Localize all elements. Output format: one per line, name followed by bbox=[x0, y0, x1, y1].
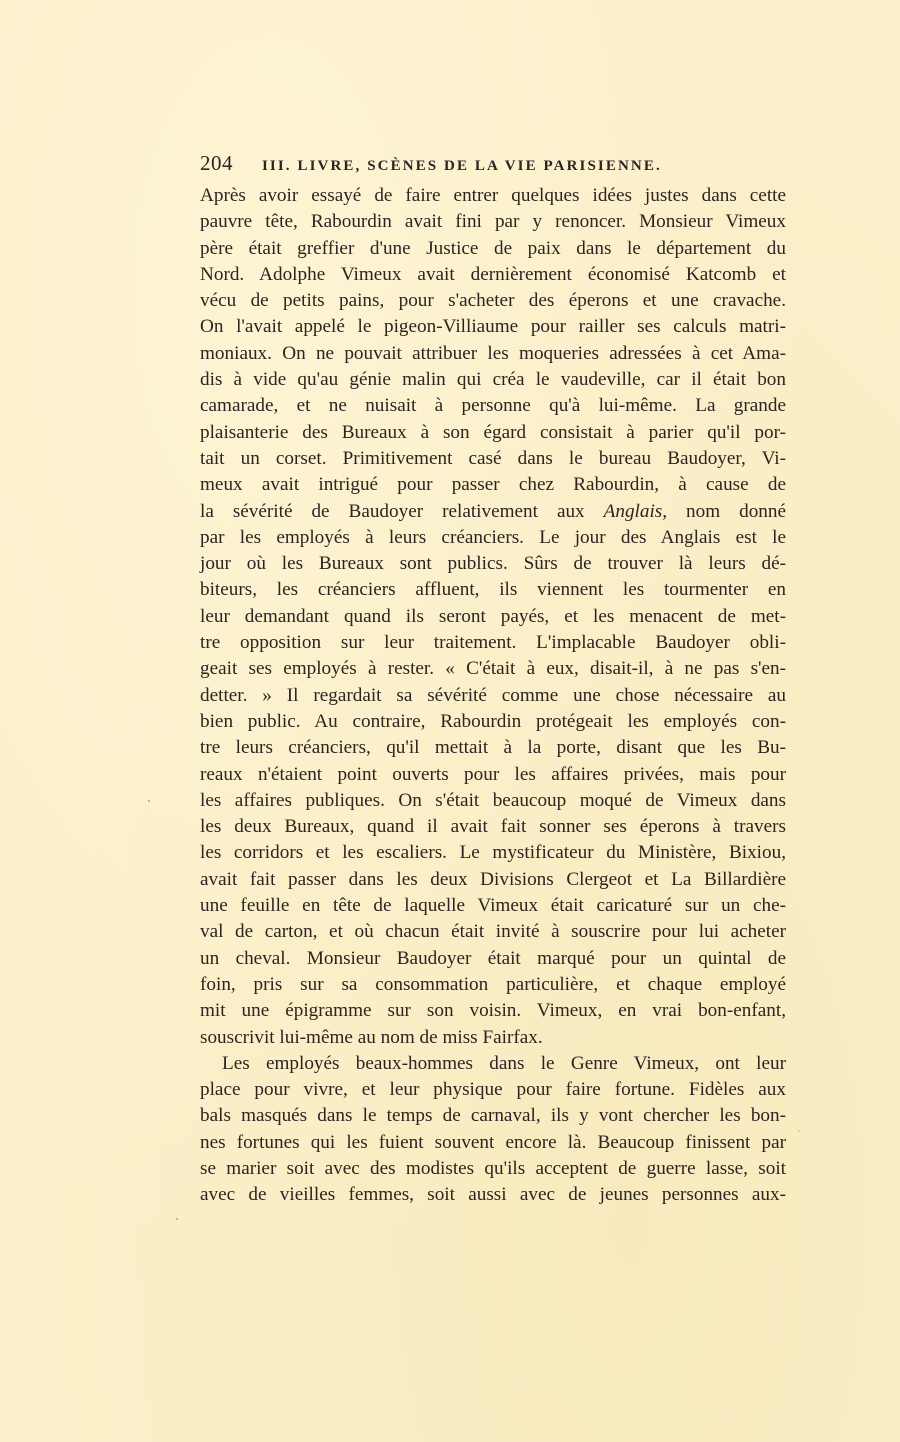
text-line: mit une épigramme sur son voisin. Vimeux, en vrai bon-enfant, bbox=[200, 1000, 786, 1022]
text-line: biteurs, les créanciers affluent, ils viennent les tourmenter en bbox=[200, 579, 786, 601]
text-line: detter. » Il regardait sa sévérité comme une chose nécessaire au bbox=[200, 684, 786, 706]
text-line: tre leurs créanciers, qu'il mettait à la porte, disant que les Bu- bbox=[200, 737, 786, 759]
text-segment: la sévérité de Baudoyer relativement aux bbox=[200, 500, 585, 522]
italic-word: Anglais, bbox=[603, 500, 668, 522]
text-line: avec de vieilles femmes, soit aussi avec de jeunes personnes aux- bbox=[200, 1184, 786, 1206]
text-line: Après avoir essayé de faire entrer quelques idées justes dans cette bbox=[200, 185, 786, 206]
text-line: Les employés beaux-hommes dans le Genre Vimeux, ont leur bbox=[222, 1052, 786, 1074]
text-line: reaux n'étaient point ouverts pour les affaires privées, mais pour bbox=[200, 763, 786, 785]
body-text bbox=[200, 183, 786, 1209]
text-segment: nom donné bbox=[686, 500, 787, 522]
running-title: III. LIVRE, SCÈNES DE LA VIE PARISIENNE. bbox=[262, 158, 662, 174]
text-line: On l'avait appelé le pigeon-Villiaume pour railler ses calculs matri- bbox=[200, 316, 786, 338]
text-line-with-italic bbox=[200, 499, 786, 525]
text-line: geait ses employés à rester. « C'était à eux, disait-il, à ne pas s'en- bbox=[200, 658, 786, 680]
text-line: bals masqués dans le temps de carnaval, ils y vont chercher les bon- bbox=[200, 1105, 786, 1127]
text-line: les corridors et les escaliers. Le mystificateur du Ministère, Bixiou, bbox=[200, 842, 786, 864]
text-line: foin, pris sur sa consommation particulière, et chaque employé bbox=[200, 973, 786, 995]
text-line: les affaires publiques. On s'était beaucoup moqué de Vimeux dans bbox=[200, 789, 786, 811]
text-line: camarade, et ne nuisait à personne qu'à lui-même. La grande bbox=[200, 395, 786, 417]
page-number: 204 bbox=[200, 151, 233, 175]
text-line: souscrivit lui-même au nom de miss Fairfax. bbox=[200, 1026, 543, 1048]
paragraph bbox=[200, 183, 786, 1051]
text-line: père était greffier d'une Justice de paix dans le département du bbox=[200, 237, 786, 259]
paper-speck bbox=[148, 800, 150, 802]
text-line: place pour vivre, et leur physique pour faire fortune. Fidèles aux bbox=[200, 1079, 786, 1101]
text-line: tre opposition sur leur traitement. L'implacable Baudoyer obli- bbox=[200, 632, 786, 654]
paper-speck bbox=[176, 1218, 178, 1220]
text-line: une feuille en tête de laquelle Vimeux était caricaturé sur un che- bbox=[200, 895, 786, 917]
running-head bbox=[200, 151, 790, 177]
text-line: plaisanterie des Bureaux à son égard consistait à parier qu'il por- bbox=[200, 421, 786, 443]
text-line: se marier soit avec des modistes qu'ils acceptent de guerre lasse, soit bbox=[200, 1157, 786, 1179]
text-line: dis à vide qu'au génie malin qui créa le vaudeville, car il était bon bbox=[200, 369, 786, 391]
text-line: tait un corset. Primitivement casé dans le bureau Baudoyer, Vi- bbox=[200, 447, 786, 469]
text-line: meux avait intrigué pour passer chez Rabourdin, à cause de bbox=[200, 474, 786, 496]
paragraph bbox=[200, 1051, 786, 1209]
text-line: Nord. Adolphe Vimeux avait dernièrement économisé Katcomb et bbox=[200, 263, 786, 285]
text-line: nes fortunes qui les fuient souvent encore là. Beaucoup finissent par bbox=[200, 1131, 786, 1153]
text-line: bien public. Au contraire, Rabourdin protégeait les employés con- bbox=[200, 710, 786, 732]
paper-speck bbox=[798, 1130, 800, 1132]
text-line: un cheval. Monsieur Baudoyer était marqué pour un quintal de bbox=[200, 947, 786, 969]
text-line: leur demandant quand ils seront payés, et les menacent de met- bbox=[200, 605, 786, 627]
text-line: moniaux. On ne pouvait attribuer les moqueries adressées à cet Ama- bbox=[200, 342, 786, 364]
text-line: par les employés à leurs créanciers. Le jour des Anglais est le bbox=[200, 526, 786, 548]
text-line: les deux Bureaux, quand il avait fait sonner ses éperons à travers bbox=[200, 816, 786, 838]
text-line: vécu de petits pains, pour s'acheter des éperons et une cravache. bbox=[200, 290, 786, 312]
text-line: val de carton, et où chacun était invité à souscrire pour lui acheter bbox=[200, 921, 786, 943]
text-line: jour où les Bureaux sont publics. Sûrs de trouver là leurs dé- bbox=[200, 553, 786, 575]
text-line: avait fait passer dans les deux Divisions Clergeot et La Billardière bbox=[200, 868, 786, 890]
text-line: pauvre tête, Rabourdin avait fini par y renoncer. Monsieur Vimeux bbox=[200, 211, 786, 233]
